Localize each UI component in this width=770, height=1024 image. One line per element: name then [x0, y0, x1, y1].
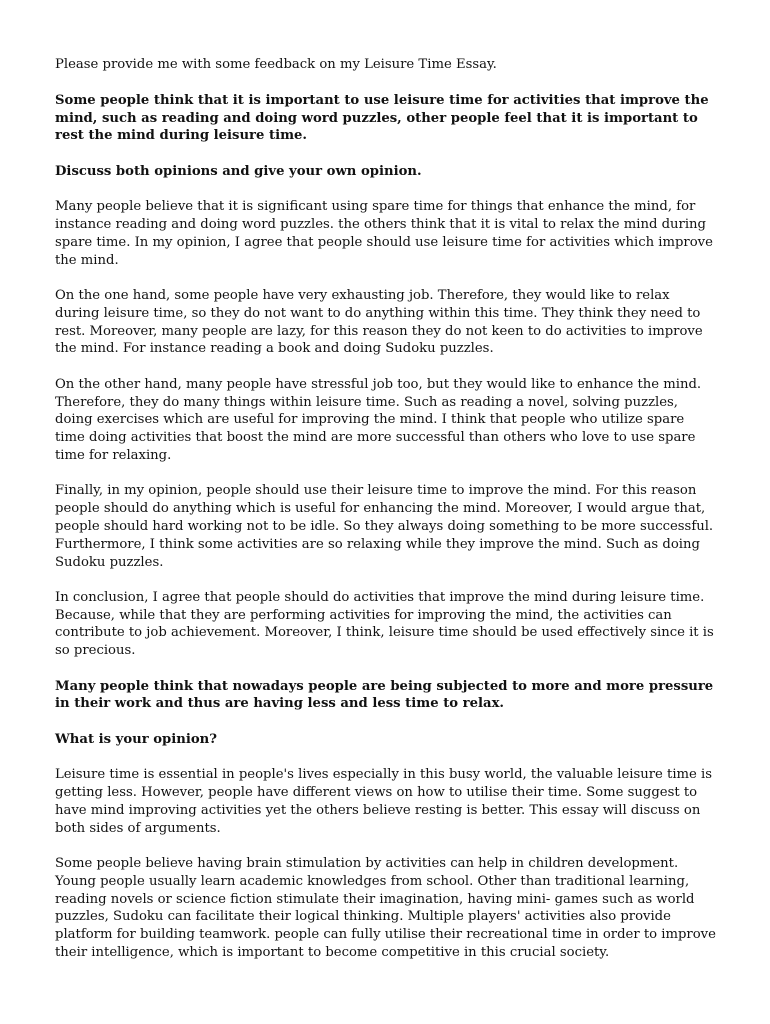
essay1-paragraph-3: On the other hand, many people have stressful job too, but they would like to enhance the mind. Therefore, they do many things within leisure time. Such as reading a novel, solving puzzles, doing exercises which are useful for improving the mind. I think that people who utilize spare time doing activities that boost the mind are more successful than others who love to use spare time for relaxing. [55, 376, 702, 463]
essay1-instruction: Discuss both opinions and give your own opinion. [55, 163, 422, 179]
document-page [55, 56, 717, 979]
essay1-paragraph-5: In conclusion, I agree that people should do activities that improve the mind during leisure time. Because, while that they are performing activities for improving the mind, the activities can contribute to job achievement. Moreover, I think, leisure time should be used effectively since it is so precious. [55, 589, 714, 659]
essay2-paragraph-2: Some people believe having brain stimulation by activities can help in children development. Young people usually learn academic knowledges from school. Other than traditional learning, reading novels or science fiction stimulate their imagination, having mini- games such as world puzzles, Sudoku can facilitate their logical thinking. Multiple players' activities also provide platform for building teamwork. people can fully utilise their recreational time in order to improve their intelligence, which is important to become competitive in this crucial society. [55, 856, 716, 961]
essay1-paragraph-1: Many people believe that it is significant using spare time for things that enhance the mind, for instance reading and doing word puzzles. the others think that it is vital to relax the mind during spare time. In my opinion, I agree that people should use leisure time for activities which improve the mind. [55, 199, 713, 268]
essay2-instruction: What is your opinion? [55, 731, 217, 747]
essay1-paragraph-4: Finally, in my opinion, people should use their leisure time to improve the mind. For this reason people should do anything which is useful for enhancing the mind. Moreover, I would argue that, people should hard working not to be idle. So they always doing something to be more successful. Furthermore, I think some activities are so relaxing while they improve the mind. Such as doing Sudoku puzzles. [55, 483, 714, 570]
intro-text: Please provide me with some feedback on my Leisure Time Essay. [55, 57, 497, 72]
essay2-paragraph-1: Leisure time is essential in people's lives especially in this busy world, the valuable leisure time is getting less. However, people have different views on how to utilise their time. Some suggest to have mind improving activities yet the others believe resting is better. This essay will discuss on both sides of arguments. [55, 767, 713, 836]
essay1-prompt: Some people think that it is important to use leisure time for activities that improve the mind, such as reading and doing word puzzles, other people feel that it is important to rest the mind during leisure time. [55, 92, 709, 144]
essay1-paragraph-2: On the one hand, some people have very exhausting job. Therefore, they would like to relax during leisure time, so they do not want to do anything within this time. They think they need to rest. Moreover, many people are lazy, for this reason they do not keen to do activities to improve the mind. For instance reading a book and doing Sudoku puzzles. [55, 287, 703, 357]
essay2-prompt: Many people think that nowadays people are being subjected to more and more pressure in their work and thus are having less and less time to relax. [55, 678, 714, 712]
